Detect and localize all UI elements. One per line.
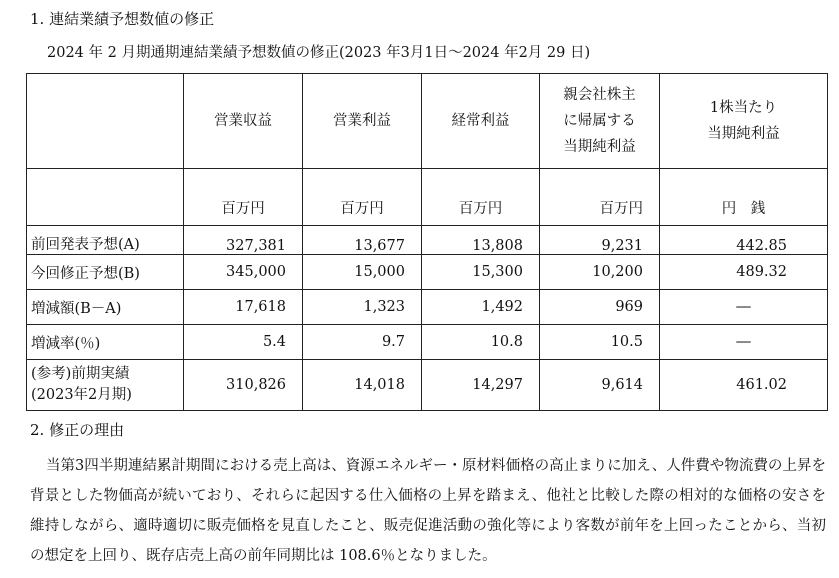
table-row [27,290,828,325]
header-text: 営業利益 [333,113,391,129]
table-row [27,360,828,411]
row-label: 増減率(％) [27,325,184,360]
header-ordinary-profit [422,74,540,169]
header-operating-revenue [184,74,303,169]
table-row [27,325,828,360]
table-cell: 15,300 [422,255,540,290]
table-cell: 310,826 [184,360,303,411]
table-cell: 10,200 [540,255,660,290]
header-text: 1株当たり [709,100,778,116]
unit-label: 円 銭 [721,201,766,217]
table-caption: 2024 年 2 月期通期連結業績予想数値の修正(2023 年3月1日～2024 年2月 29 日) [47,45,591,61]
table-cell: 10.5 [540,325,660,360]
row-label-line: (参考)前期実績 [31,366,130,382]
table-row [27,226,828,255]
header-text: に帰属する [563,113,636,129]
header-operating-profit [303,74,422,169]
table-cell: 15,000 [303,255,422,290]
forecast-revision-table [26,73,828,411]
table-cell: 9.7 [303,325,422,360]
table-cell: 9,231 [540,226,660,255]
unit-cell [540,169,660,226]
row-label-line: (2023年2月期) [31,387,132,403]
revision-reason-paragraph: 当第3四半期連結累計期間における売上高は、資源エネルギー・原材料価格の高止まりに加え、人件費や物流費の上昇を背景とした物価高が続いており、それらに起因する仕入価格の上昇を踏まえ、他社と比較した際の相対的な価格の安さを維持しながら、適時適切に販売価格を見直したこと、販売促進活動の強化等により客数が前年を上回ったことから、当初の想定を上回り、既存店売上高の前年同期比は 108.6％となりました。 [30,458,826,564]
unit-cell [422,169,540,226]
unit-cell [184,169,303,226]
table-cell: 9,614 [540,360,660,411]
table-cell: 489.32 [660,255,828,290]
unit-label: 百万円 [340,201,384,217]
unit-label: 百万円 [458,201,503,217]
unit-label: 百万円 [221,201,265,217]
table-cell: 1,492 [422,290,540,325]
row-label: 今回修正予想(B) [27,255,184,290]
table-cell: 461.02 [660,360,828,411]
header-text: 営業収益 [214,113,272,129]
row-label: 前回発表予想(A) [27,226,184,255]
row-label: 増減額(B－A) [27,290,184,325]
header-eps [660,74,828,169]
units-blank-cell [27,169,184,226]
unit-cell [660,169,828,226]
table-cell: 13,808 [422,226,540,255]
header-text: 当期純利益 [563,139,636,155]
section-2-title: 2. 修正の理由 [30,421,125,439]
table-cell: 1,323 [303,290,422,325]
table-cell: 969 [540,290,660,325]
table-row [27,255,828,290]
units-row [27,169,828,226]
table-cell: 13,677 [303,226,422,255]
table-cell: 5.4 [184,325,303,360]
unit-cell [303,169,422,226]
table-cell: 14,018 [303,360,422,411]
table-cell: 14,297 [422,360,540,411]
header-text: 当期純利益 [707,126,780,142]
header-text: 親会社株主 [563,87,636,103]
header-net-profit-parent [540,74,660,169]
unit-label: 百万円 [599,201,643,217]
row-label [27,360,184,411]
table-cell: ― [660,325,828,360]
table-cell: 345,000 [184,255,303,290]
table-cell: 10.8 [422,325,540,360]
header-row [27,74,828,169]
table-cell: 442.85 [660,226,828,255]
header-text: 経常利益 [451,113,510,129]
section-1-title: 1. 連結業績予想数値の修正 [30,10,215,28]
header-blank-cell [27,74,184,169]
table-cell: ― [660,290,828,325]
table-cell: 17,618 [184,290,303,325]
table-cell: 327,381 [184,226,303,255]
